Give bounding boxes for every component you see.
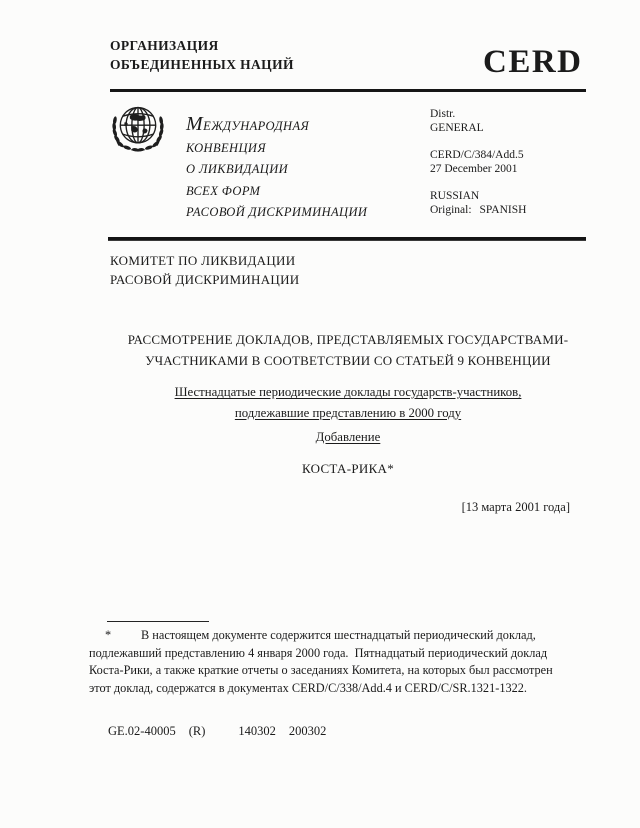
header-rule [110,89,586,92]
doc-date: 27 December 2001 [430,162,518,175]
distr-value: GENERAL [430,121,484,134]
convention-line5: РАСОВОЙ ДИСКРИМИНАЦИИ [186,205,368,219]
distribution-block [430,108,526,231]
convention-line1 [186,114,367,138]
org-name [110,36,294,74]
footnote-rule [107,621,209,622]
title-line2: УЧАСТНИКАМИ В СООТВЕТСТВИИ СО СТАТЬЕЙ 9 КОНВЕНЦИИ [145,353,551,368]
footnote [89,627,589,697]
language-code: (R) [188,724,206,738]
doc-language: RUSSIAN [430,190,480,202]
distr-label: Distr. [430,108,456,120]
doc-symbol: CERD/C/384/Add.5 [430,149,524,161]
masthead-rule [108,237,586,241]
doc-code: CERD [483,44,583,80]
subtitle-line2: подлежавшие представлению в 2000 году [234,405,462,420]
document-subtitle [110,382,586,423]
original-value: SPANISH [479,203,527,216]
footer-reference [108,724,326,739]
org-name-line1: ОРГАНИЗАЦИЯ [110,38,219,53]
committee-name [110,252,299,289]
original-label: Original: [430,203,472,216]
footnote-line3: Коста-Рики, а также краткие отчеты о заседаниях Комитета, на которых был рассмотрен [89,663,553,678]
convention-line4: ВСЕХ ФОРМ [186,183,261,198]
footnote-line1: * В настоящем документе содержится шестнадцатый периодический доклад, [89,627,589,645]
footer-date1: 140302 [238,724,276,738]
language-group [430,190,526,217]
un-emblem-icon [104,98,172,166]
distr-group [430,108,526,135]
symbol-group [430,149,526,176]
committee-line2: РАСОВОЙ ДИСКРИМИНАЦИИ [110,271,300,287]
footnote-line4: этот доклад, содержатся в документах CERD/C/338/Add.4 и CERD/C/SR.1321-1322. [89,680,527,695]
document-title [110,329,586,371]
org-name-line2: ОБЪЕДИНЕННЫХ НАЦИЙ [110,57,294,72]
convention-title [186,114,367,224]
convention-line1-rest: ЕЖДУНАРОДНАЯ [203,119,310,133]
title-line1: РАССМОТРЕНИЕ ДОКЛАДОВ, ПРЕДСТАВЛЯЕМЫХ ГОСУДАРСТВАМИ- [127,332,569,347]
convention-line3: О ЛИКВИДАЦИИ [186,162,289,176]
committee-line1: КОМИТЕТ ПО ЛИКВИДАЦИИ [110,253,296,268]
original-language [430,204,526,218]
country-name: КОСТА-РИКА* [301,461,395,476]
footer-date2: 200302 [288,724,327,738]
ge-number: GE.02-40005 [108,724,176,738]
received-date: [13 марта 2001 года] [461,500,570,514]
convention-initial: М [186,113,204,135]
addendum-label: Добавление [315,430,381,444]
convention-line2: КОНВЕНЦИЯ [186,140,266,155]
footnote-marker: * [105,628,112,642]
subtitle-line1: Шестнадцатые периодические доклады государств-участников, [174,385,522,399]
footnote-line2: подлежавший представлению 4 января 2000 года. Пятнадцатый периодический доклад [89,645,548,660]
